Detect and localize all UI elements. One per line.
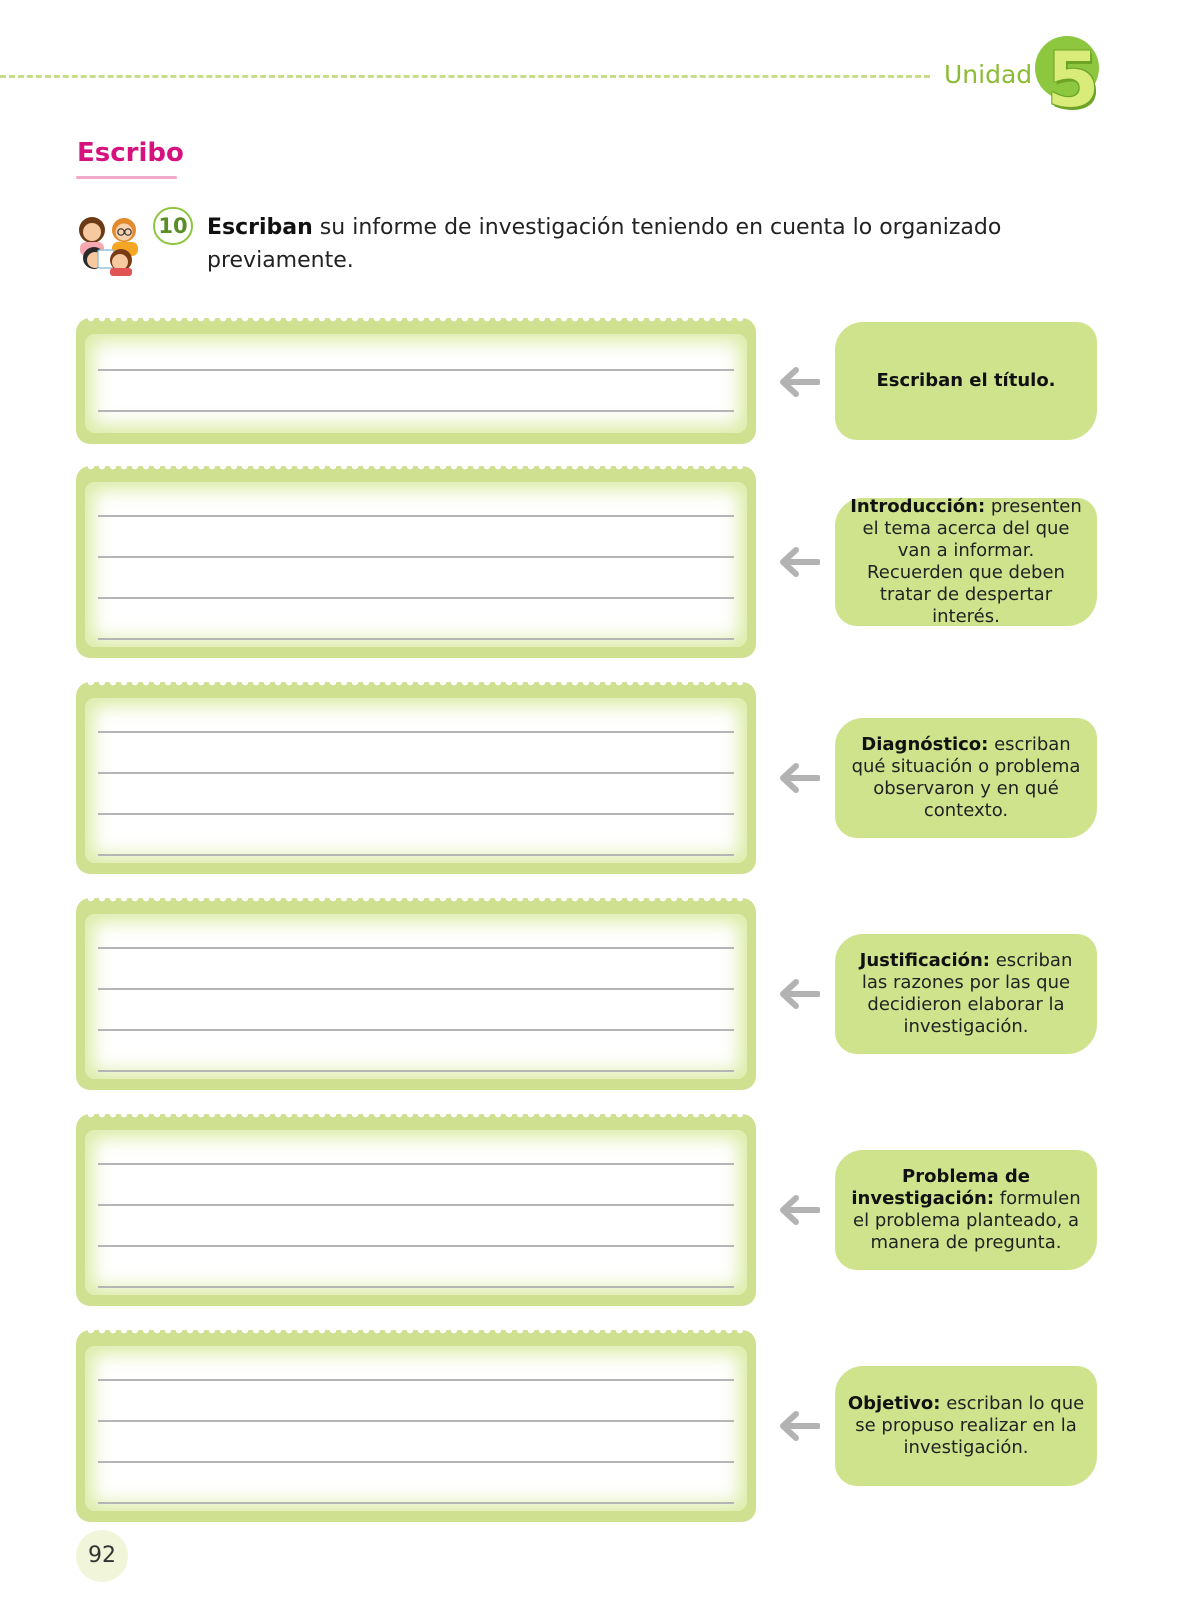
writing-line[interactable] <box>98 772 734 774</box>
writing-line[interactable] <box>98 1070 734 1072</box>
writing-line[interactable] <box>98 638 734 640</box>
guide-label-introduction <box>835 498 1097 626</box>
guide-label-text: escriban qué situación o problema observaron y en qué contexto. <box>851 734 1081 821</box>
writing-area-inner <box>85 1130 747 1295</box>
writing-area-inner <box>85 334 747 433</box>
writing-area-diagnosis <box>76 682 756 874</box>
page-number: 92 <box>76 1530 128 1582</box>
writing-area-inner <box>85 698 747 863</box>
guide-label-text: escriban lo que se propuso realizar en la investigación. <box>855 1393 1085 1458</box>
writing-line[interactable] <box>98 988 734 990</box>
writing-area-research-problem <box>76 1114 756 1306</box>
writing-line[interactable] <box>98 1245 734 1247</box>
group-work-icon <box>74 210 142 276</box>
guide-label-bold: Diagnóstico: <box>861 734 989 755</box>
writing-line[interactable] <box>98 1286 734 1288</box>
writing-area-objective <box>76 1330 756 1522</box>
writing-line[interactable] <box>98 556 734 558</box>
arrow-left-icon <box>778 762 820 794</box>
arrow-left-icon <box>778 1410 820 1442</box>
guide-label-bold: Problema de investigación: <box>851 1166 1030 1209</box>
writing-line[interactable] <box>98 731 734 733</box>
writing-line[interactable] <box>98 369 734 371</box>
writing-line[interactable] <box>98 410 734 412</box>
writing-line[interactable] <box>98 947 734 949</box>
unit-number: 5 <box>1046 35 1100 124</box>
guide-label-bold: Justificación: <box>859 950 991 971</box>
writing-line[interactable] <box>98 1029 734 1031</box>
guide-label-justification <box>835 934 1097 1054</box>
writing-area-inner <box>85 914 747 1079</box>
writing-line[interactable] <box>98 1379 734 1381</box>
guide-label-objective <box>835 1366 1097 1486</box>
writing-area-justification <box>76 898 756 1090</box>
guide-label-bold: Escriban el título. <box>876 370 1056 391</box>
guide-label-research-problem <box>835 1150 1097 1270</box>
writing-line[interactable] <box>98 515 734 517</box>
writing-area-title <box>76 318 756 444</box>
header-dashed-rule <box>0 75 930 78</box>
activity-number-badge: 10 <box>153 207 193 245</box>
activity-instruction <box>207 211 1027 277</box>
writing-line[interactable] <box>98 854 734 856</box>
guide-label-bold: Introducción: <box>850 496 986 517</box>
writing-area-inner <box>85 482 747 647</box>
guide-label-diagnosis <box>835 718 1097 838</box>
guide-label-text: presenten el tema acerca del que van a informar. Recuerden que deben tratar de despertar interés. <box>862 496 1082 627</box>
guide-label-title <box>835 322 1097 440</box>
writing-line[interactable] <box>98 597 734 599</box>
writing-line[interactable] <box>98 1204 734 1206</box>
arrow-left-icon <box>778 978 820 1010</box>
writing-line[interactable] <box>98 813 734 815</box>
writing-line[interactable] <box>98 1420 734 1422</box>
section-title-underline <box>76 176 177 179</box>
arrow-left-icon <box>778 1194 820 1226</box>
writing-line[interactable] <box>98 1461 734 1463</box>
writing-area-introduction <box>76 466 756 658</box>
guide-label-bold: Objetivo: <box>847 1393 941 1414</box>
writing-area-inner <box>85 1346 747 1511</box>
unit-label: Unidad <box>944 60 1033 89</box>
instruction-verb: Escriban <box>207 215 313 240</box>
section-title: Escribo <box>77 138 184 168</box>
guide-label-text: escriban las razones por las que decidieron elaborar la investigación. <box>861 950 1073 1037</box>
writing-line[interactable] <box>98 1502 734 1504</box>
arrow-left-icon <box>778 366 820 398</box>
guide-label-text: formulen el problema planteado, a manera de pregunta. <box>853 1188 1081 1253</box>
arrow-left-icon <box>778 546 820 578</box>
writing-line[interactable] <box>98 1163 734 1165</box>
instruction-text: su informe de investigación teniendo en cuenta lo organizado previamente. <box>207 215 1002 273</box>
